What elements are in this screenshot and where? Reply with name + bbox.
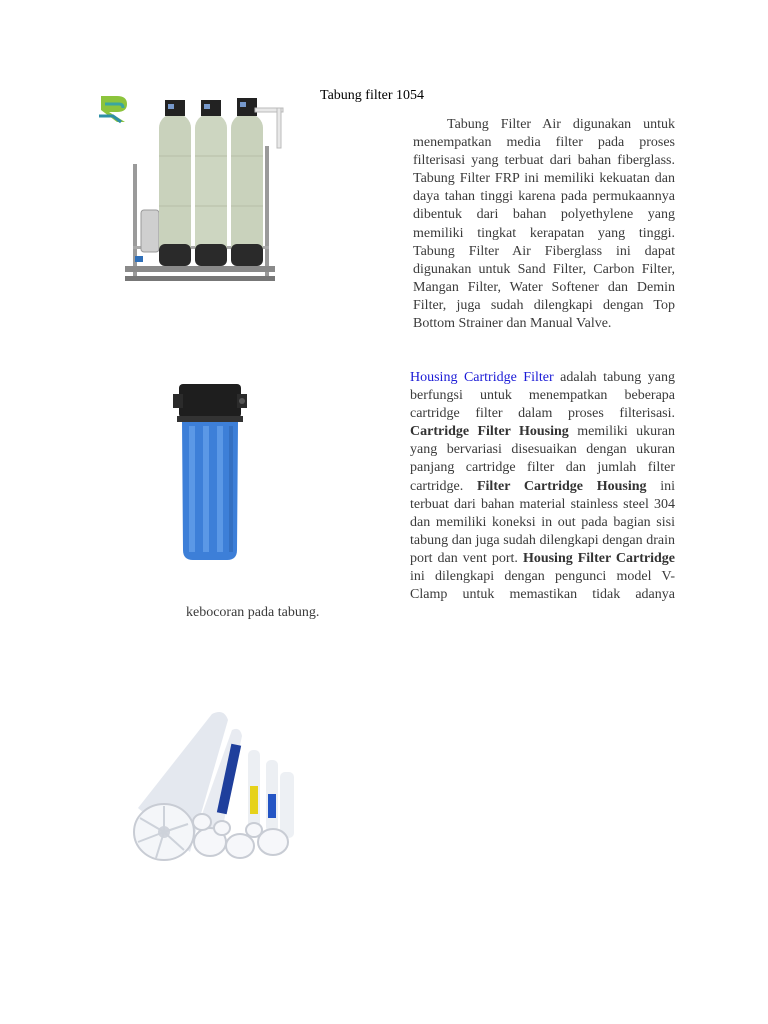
section1-paragraph: Tabung Filter Air digunakan untuk menempatkan media filter pada proses filterisasi yang terbuat dari bahan fiberglass. Tabung Filter FRP ini memiliki kekuatan dan daya tahan tinggi karena pada permukaannya dibentuk dari bahan polyethylene yang memiliki tingkat kerapatan yang tinggi. Tabung Filter Air Fiberglass ini dapat digunakan untuk Sand Filter, Carbon Filter, Mangan Filter, Water Softener dan Demin Filter, juga sudah dilengkapi dengan Top Bottom Strainer dan Manual Valve. — [413, 117, 675, 332]
section2-paragraph: Housing Cartridge Filter adalah tabung yang berfungsi untuk menempatkan beberapa cartridge filter dalam proses filterisasi. Cartridge Filter Housing memiliki ukuran yang bervariasi disesuaikan dengan ukuran panjang cartridge filter dan jumlah filter cartridge. Filter Cartridge Housing ini terbuat dari bahan material stainless steel 304 dan memiliki koneksi in out pada bagian sisi tabung dan juga sudah dilengkapi dengan drain port dan vent port. Housing Filter Cartridge ini dilengkapi dengan pengunci model V-Clamp untuk memastikan tidak adanya kebocoran pada tabung. — [186, 370, 676, 621]
section2-text-block — [186, 369, 675, 622]
section1-text-block — [186, 116, 675, 333]
brand-logo — [99, 96, 127, 122]
housing-cartridge-filter-link[interactable]: Housing Cartridge Filter — [410, 370, 554, 385]
ro-membrane-image — [120, 690, 310, 876]
section-title: Tabung filter 1054 — [320, 88, 424, 103]
